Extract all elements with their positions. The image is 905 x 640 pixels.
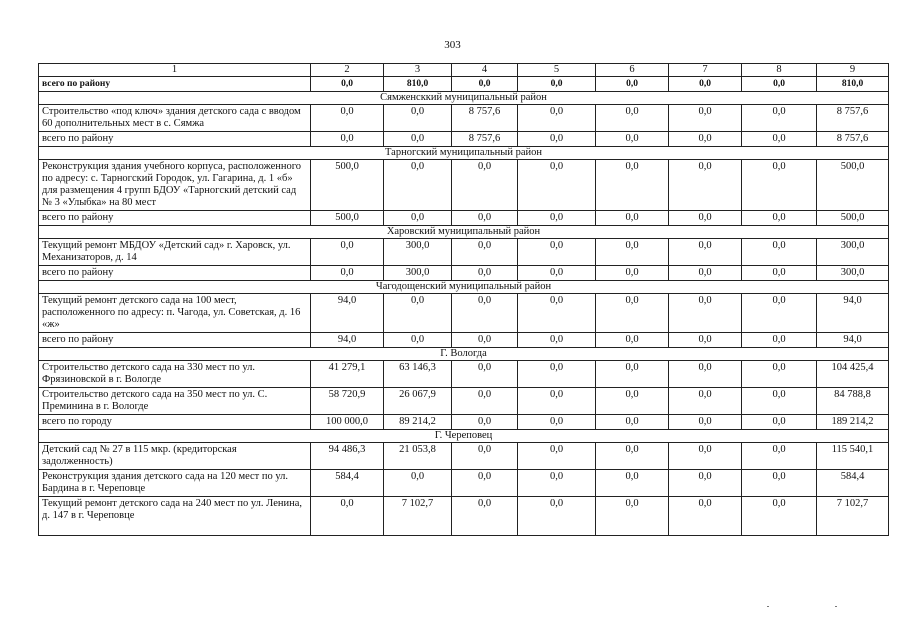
total-value: 0,0 xyxy=(518,211,596,226)
row-value: 0,0 xyxy=(452,497,518,536)
total-label: всего по району xyxy=(39,333,311,348)
row-value: 0,0 xyxy=(518,497,596,536)
section-title: Г. Вологда xyxy=(39,348,889,361)
row-value: 0,0 xyxy=(596,388,669,415)
row-value: 0,0 xyxy=(742,470,817,497)
total-row xyxy=(39,211,889,226)
table-row xyxy=(39,105,889,132)
row-value: 0,0 xyxy=(669,470,742,497)
total-value: 0,0 xyxy=(311,266,384,281)
total-value: 0,0 xyxy=(742,415,817,430)
total-value: 810,0 xyxy=(817,77,889,92)
table-row xyxy=(39,443,889,470)
row-value: 0,0 xyxy=(669,443,742,470)
row-label: Текущий ремонт детского сада на 100 мест, расположенного по адресу: п. Чагода, ул. Советская, д. 16 «ж» xyxy=(39,294,311,333)
section-header-row xyxy=(39,430,889,443)
column-number: 4 xyxy=(452,64,518,77)
row-label: Детский сад № 27 в 115 мкр. (кредиторская задолженность) xyxy=(39,443,311,470)
total-value: 0,0 xyxy=(311,77,384,92)
row-value: 300,0 xyxy=(384,239,452,266)
row-value: 0,0 xyxy=(452,361,518,388)
row-value: 58 720,9 xyxy=(311,388,384,415)
row-value: 94,0 xyxy=(311,294,384,333)
total-value: 500,0 xyxy=(311,211,384,226)
total-value: 0,0 xyxy=(452,211,518,226)
row-value: 0,0 xyxy=(518,470,596,497)
row-value: 0,0 xyxy=(669,239,742,266)
row-value: 0,0 xyxy=(596,294,669,333)
row-value: 0,0 xyxy=(742,105,817,132)
column-number: 3 xyxy=(384,64,452,77)
section-header-row xyxy=(39,147,889,160)
column-number: 7 xyxy=(669,64,742,77)
row-value: 0,0 xyxy=(596,361,669,388)
row-value: 0,0 xyxy=(518,294,596,333)
row-value: 0,0 xyxy=(742,239,817,266)
total-value: 0,0 xyxy=(596,211,669,226)
total-value: 94,0 xyxy=(311,333,384,348)
section-title: Харовский муниципальный район xyxy=(39,226,889,239)
total-value: 0,0 xyxy=(596,415,669,430)
row-value: 8 757,6 xyxy=(817,105,889,132)
total-value: 100 000,0 xyxy=(311,415,384,430)
table-body xyxy=(39,64,889,536)
row-value: 0,0 xyxy=(742,388,817,415)
row-label: Текущий ремонт детского сада на 240 мест по ул. Ленина, д. 147 в г. Череповце xyxy=(39,497,311,536)
row-value: 0,0 xyxy=(518,388,596,415)
table-row xyxy=(39,361,889,388)
row-label: Строительство «под ключ» здания детского сада с вводом 60 дополнительных мест в с. Сямжа xyxy=(39,105,311,132)
total-value: 0,0 xyxy=(452,415,518,430)
total-value: 0,0 xyxy=(452,77,518,92)
row-value: 8 757,6 xyxy=(452,105,518,132)
total-value: 0,0 xyxy=(596,77,669,92)
total-value: 0,0 xyxy=(596,132,669,147)
row-value: 0,0 xyxy=(742,294,817,333)
table-row xyxy=(39,470,889,497)
row-value: 0,0 xyxy=(742,361,817,388)
section-title: Сямженсккий муниципальный район xyxy=(39,92,889,105)
row-value: 0,0 xyxy=(452,470,518,497)
column-number-row xyxy=(39,64,889,77)
row-value: 500,0 xyxy=(311,160,384,211)
row-label: Строительство детского сада на 350 мест по ул. С. Преминина в г. Вологде xyxy=(39,388,311,415)
row-value: 0,0 xyxy=(384,470,452,497)
row-value: 0,0 xyxy=(452,388,518,415)
row-value: 0,0 xyxy=(742,497,817,536)
column-number: 8 xyxy=(742,64,817,77)
row-value: 584,4 xyxy=(817,470,889,497)
table-row xyxy=(39,294,889,333)
total-value: 300,0 xyxy=(817,266,889,281)
section-title: Чагодощенский муниципальный район xyxy=(39,281,889,294)
row-value: 63 146,3 xyxy=(384,361,452,388)
total-value: 0,0 xyxy=(742,333,817,348)
total-value: 89 214,2 xyxy=(384,415,452,430)
row-value: 0,0 xyxy=(596,105,669,132)
total-value: 0,0 xyxy=(742,132,817,147)
row-value: 500,0 xyxy=(817,160,889,211)
row-value: 0,0 xyxy=(518,361,596,388)
total-value: 0,0 xyxy=(742,211,817,226)
row-value: 94,0 xyxy=(817,294,889,333)
row-value: 584,4 xyxy=(311,470,384,497)
row-value: 0,0 xyxy=(742,160,817,211)
total-value: 0,0 xyxy=(669,77,742,92)
row-value: 115 540,1 xyxy=(817,443,889,470)
total-value: 0,0 xyxy=(518,333,596,348)
section-header-row xyxy=(39,348,889,361)
row-value: 0,0 xyxy=(596,239,669,266)
row-value: 0,0 xyxy=(518,443,596,470)
table-row xyxy=(39,388,889,415)
column-number: 1 xyxy=(39,64,311,77)
total-value: 0,0 xyxy=(669,266,742,281)
total-value: 0,0 xyxy=(669,132,742,147)
total-value: 0,0 xyxy=(669,415,742,430)
row-value: 0,0 xyxy=(596,470,669,497)
row-value: 0,0 xyxy=(742,443,817,470)
section-header-row xyxy=(39,92,889,105)
row-value: 21 053,8 xyxy=(384,443,452,470)
total-value: 189 214,2 xyxy=(817,415,889,430)
total-value: 8 757,6 xyxy=(817,132,889,147)
row-value: 7 102,7 xyxy=(384,497,452,536)
total-value: 0,0 xyxy=(384,211,452,226)
row-value: 0,0 xyxy=(311,497,384,536)
row-value: 0,0 xyxy=(669,361,742,388)
row-value: 0,0 xyxy=(596,160,669,211)
row-value: 0,0 xyxy=(311,239,384,266)
total-row xyxy=(39,266,889,281)
total-label: всего по району xyxy=(39,211,311,226)
row-value: 0,0 xyxy=(311,105,384,132)
total-value: 810,0 xyxy=(384,77,452,92)
table-row xyxy=(39,497,889,536)
column-number: 2 xyxy=(311,64,384,77)
column-number: 6 xyxy=(596,64,669,77)
row-value: 0,0 xyxy=(452,443,518,470)
row-label: Строительство детского сада на 330 мест по ул. Фрязиновской в г. Вологде xyxy=(39,361,311,388)
total-value: 0,0 xyxy=(596,333,669,348)
total-value: 8 757,6 xyxy=(452,132,518,147)
section-title: Г. Череповец xyxy=(39,430,889,443)
row-label: Реконструкция здания детского сада на 120 мест по ул. Бардина в г. Череповце xyxy=(39,470,311,497)
budget-table xyxy=(38,63,889,536)
column-number: 9 xyxy=(817,64,889,77)
row-value: 0,0 xyxy=(452,160,518,211)
total-value: 0,0 xyxy=(669,211,742,226)
total-value: 0,0 xyxy=(518,266,596,281)
total-row xyxy=(39,333,889,348)
row-label: Текущий ремонт МБДОУ «Детский сад» г. Харовск, ул. Механизаторов, д. 14 xyxy=(39,239,311,266)
page-number: 303 xyxy=(444,39,461,51)
row-value: 0,0 xyxy=(669,105,742,132)
row-value: 0,0 xyxy=(452,294,518,333)
total-value: 0,0 xyxy=(742,266,817,281)
total-value: 0,0 xyxy=(518,415,596,430)
row-value: 0,0 xyxy=(596,443,669,470)
row-value: 0,0 xyxy=(669,160,742,211)
total-label: всего по району xyxy=(39,132,311,147)
row-value: 0,0 xyxy=(669,294,742,333)
row-value: 94 486,3 xyxy=(311,443,384,470)
scan-speck xyxy=(767,606,769,607)
total-label: всего по району xyxy=(39,266,311,281)
total-value: 300,0 xyxy=(384,266,452,281)
total-row xyxy=(39,415,889,430)
row-value: 0,0 xyxy=(669,388,742,415)
total-value: 0,0 xyxy=(452,266,518,281)
row-value: 0,0 xyxy=(669,497,742,536)
row-value: 0,0 xyxy=(384,294,452,333)
row-value: 0,0 xyxy=(518,239,596,266)
total-value: 0,0 xyxy=(311,132,384,147)
row-value: 104 425,4 xyxy=(817,361,889,388)
row-value: 0,0 xyxy=(384,160,452,211)
section-title: Тарногский муниципальный район xyxy=(39,147,889,160)
total-row xyxy=(39,132,889,147)
total-value: 0,0 xyxy=(384,132,452,147)
scan-speck xyxy=(835,606,837,607)
row-value: 0,0 xyxy=(384,105,452,132)
row-value: 300,0 xyxy=(817,239,889,266)
total-value: 0,0 xyxy=(384,333,452,348)
total-value: 500,0 xyxy=(817,211,889,226)
total-value: 0,0 xyxy=(742,77,817,92)
row-value: 0,0 xyxy=(518,105,596,132)
total-label: всего по району xyxy=(39,77,311,92)
total-value: 0,0 xyxy=(596,266,669,281)
table-row xyxy=(39,160,889,211)
row-value: 0,0 xyxy=(596,497,669,536)
total-value: 0,0 xyxy=(518,132,596,147)
row-value: 0,0 xyxy=(518,160,596,211)
table-row xyxy=(39,239,889,266)
row-label: Реконструкция здания учебного корпуса, расположенного по адресу: с. Тарногский Городок, ул. Гагарина, д. 1 «б» для размещения 4 групп БДОУ «Тарногский детский сад № 3 «Улыбка» на 80 мест xyxy=(39,160,311,211)
section-header-row xyxy=(39,281,889,294)
total-label: всего по городу xyxy=(39,415,311,430)
row-value: 26 067,9 xyxy=(384,388,452,415)
total-value: 0,0 xyxy=(669,333,742,348)
row-value: 7 102,7 xyxy=(817,497,889,536)
total-value: 0,0 xyxy=(452,333,518,348)
row-value: 84 788,8 xyxy=(817,388,889,415)
total-value: 0,0 xyxy=(518,77,596,92)
section-header-row xyxy=(39,226,889,239)
total-value: 94,0 xyxy=(817,333,889,348)
row-value: 0,0 xyxy=(452,239,518,266)
total-row xyxy=(39,77,889,92)
column-number: 5 xyxy=(518,64,596,77)
row-value: 41 279,1 xyxy=(311,361,384,388)
